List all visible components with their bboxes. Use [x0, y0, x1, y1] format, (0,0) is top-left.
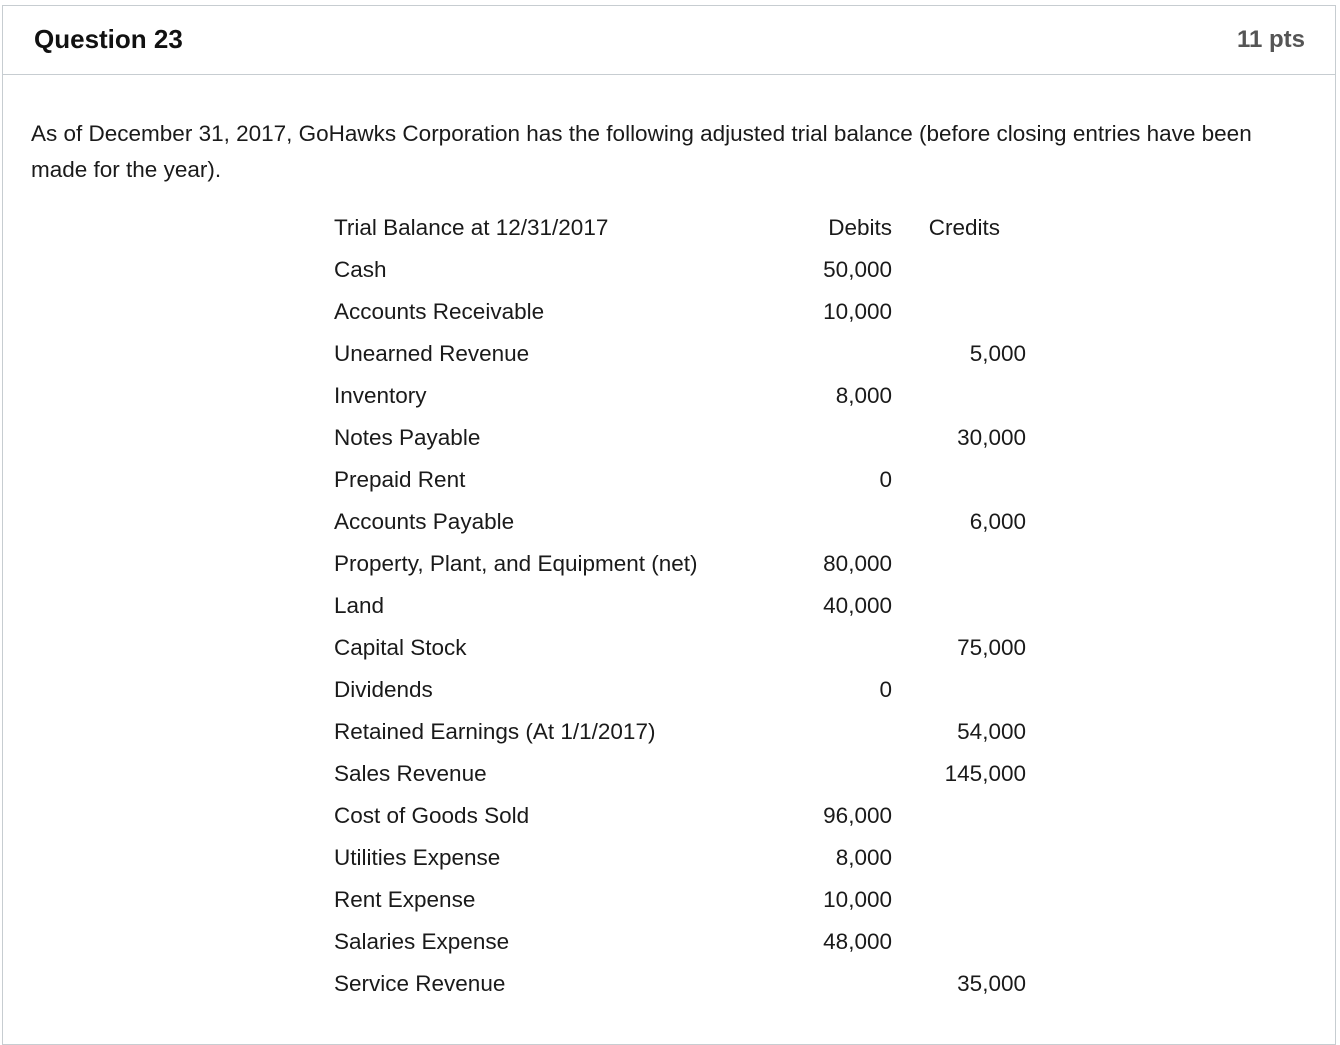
table-row: [334, 711, 1026, 753]
account-name: Service Revenue: [334, 971, 506, 996]
credit-amount: 54,000: [957, 719, 1026, 744]
credit-amount: 30,000: [957, 425, 1026, 450]
table-row: [334, 543, 1026, 585]
debit-amount: 0: [879, 677, 892, 702]
debit-amount: 8,000: [835, 845, 892, 870]
account-name: Land: [334, 593, 385, 618]
account-name: Notes Payable: [334, 425, 481, 450]
account-name: Accounts Receivable: [334, 299, 545, 324]
account-name: Prepaid Rent: [334, 467, 466, 492]
trial-balance-table: [334, 207, 1026, 1005]
account-name: Cost of Goods Sold: [334, 803, 530, 828]
trial-balance-header-row: [334, 207, 1026, 249]
trial-balance-title: Trial Balance at 12/31/2017: [334, 215, 609, 240]
table-row: [334, 627, 1026, 669]
table-row: [334, 669, 1026, 711]
credit-amount: 35,000: [957, 971, 1026, 996]
debit-amount: [794, 333, 892, 375]
debit-amount: 40,000: [823, 593, 892, 618]
debit-amount: [794, 711, 892, 753]
credit-amount: [892, 543, 1026, 585]
credit-amount: [892, 837, 1026, 879]
table-row: [334, 459, 1026, 501]
debit-amount: [794, 753, 892, 795]
credit-amount: [892, 921, 1026, 963]
table-row: [334, 963, 1026, 1005]
credit-amount: [892, 249, 1026, 291]
credit-amount: 6,000: [969, 509, 1026, 534]
credit-amount: 5,000: [969, 341, 1026, 366]
table-row: [334, 837, 1026, 879]
credit-amount: [892, 669, 1026, 711]
table-row: [334, 753, 1026, 795]
question-title: Question 23: [34, 24, 183, 54]
account-name: Rent Expense: [334, 887, 476, 912]
debit-amount: 10,000: [823, 887, 892, 912]
credits-header: Credits: [928, 215, 1000, 240]
debit-amount: 10,000: [823, 299, 892, 324]
table-row: [334, 585, 1026, 627]
credit-amount: [892, 375, 1026, 417]
credit-amount: [892, 879, 1026, 921]
debits-header: Debits: [828, 215, 892, 240]
table-row: [334, 879, 1026, 921]
account-name: Dividends: [334, 677, 433, 702]
account-name: Retained Earnings (At 1/1/2017): [334, 719, 656, 744]
account-name: Salaries Expense: [334, 929, 510, 954]
credit-amount: [892, 585, 1026, 627]
debit-amount: 50,000: [823, 257, 892, 282]
account-name: Unearned Revenue: [334, 341, 530, 366]
debit-amount: [794, 963, 892, 1005]
debit-amount: 96,000: [823, 803, 892, 828]
debit-amount: [794, 627, 892, 669]
credit-amount: [892, 291, 1026, 333]
debit-amount: [794, 417, 892, 459]
debit-amount: 80,000: [823, 551, 892, 576]
account-name: Sales Revenue: [334, 761, 487, 786]
account-name: Cash: [334, 257, 387, 282]
table-row: [334, 501, 1026, 543]
account-name: Inventory: [334, 383, 427, 408]
account-name: Accounts Payable: [334, 509, 515, 534]
table-row: [334, 921, 1026, 963]
table-row: [334, 249, 1026, 291]
credit-amount: [892, 459, 1026, 501]
debit-amount: 8,000: [835, 383, 892, 408]
credit-amount: [892, 795, 1026, 837]
table-row: [334, 375, 1026, 417]
question-points: 11 pts: [1236, 26, 1305, 53]
credit-amount: 145,000: [944, 761, 1026, 786]
account-name: Utilities Expense: [334, 845, 501, 870]
account-name: Property, Plant, and Equipment (net): [334, 551, 698, 576]
table-row: [334, 417, 1026, 459]
debit-amount: [794, 501, 892, 543]
credit-amount: 75,000: [957, 635, 1026, 660]
table-row: [334, 291, 1026, 333]
question-text: As of December 31, 2017, GoHawks Corporation has the following adjusted trial balance (before closing entries have been made for the year).: [31, 121, 1252, 182]
account-name: Capital Stock: [334, 635, 467, 660]
question-header: [3, 6, 1335, 75]
table-row: [334, 333, 1026, 375]
debit-amount: 0: [879, 467, 892, 492]
table-row: [334, 795, 1026, 837]
debit-amount: 48,000: [823, 929, 892, 954]
